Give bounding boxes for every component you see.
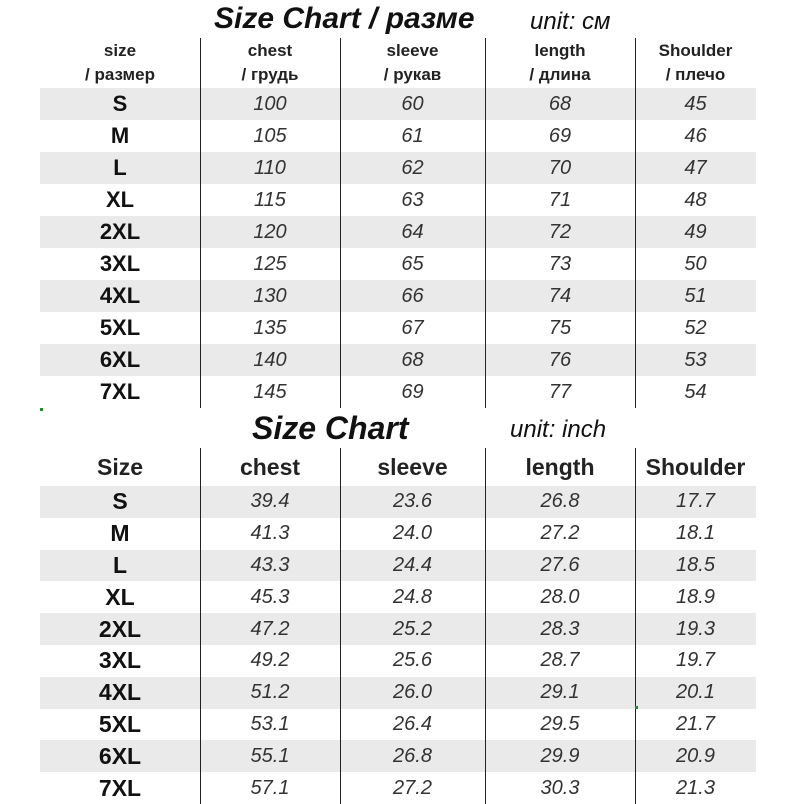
value-cell: 29.9 — [540, 744, 580, 767]
header-label-ru: / длина — [529, 65, 591, 84]
value-cell: 63 — [401, 188, 424, 211]
value-cell: 27.2 — [393, 776, 432, 799]
table-row — [40, 772, 756, 804]
value-cell: 19.7 — [676, 649, 715, 672]
value-cell: 26.4 — [393, 712, 432, 735]
value-cell: 24.4 — [393, 553, 432, 576]
table-row — [40, 581, 756, 613]
value-cell: 27.2 — [540, 522, 580, 545]
table-row — [40, 645, 756, 677]
column-divider — [340, 448, 341, 804]
value-cell: 54 — [684, 380, 707, 403]
size-cell: 6XL — [98, 742, 142, 769]
value-cell: 68 — [401, 348, 424, 371]
table-row — [40, 344, 756, 376]
green-tick-mark — [40, 408, 43, 411]
header-label: sleeve — [377, 454, 448, 480]
size-cell: 6XL — [99, 347, 141, 372]
value-cell: 47 — [684, 156, 707, 179]
header-cell — [485, 38, 635, 88]
inch-title-row — [0, 410, 800, 450]
value-cell: 25.6 — [393, 649, 432, 672]
size-cell: 7XL — [99, 379, 141, 404]
column-divider — [485, 448, 486, 804]
size-cell: 7XL — [98, 774, 142, 801]
cm-unit-label: unit: см — [530, 8, 611, 35]
value-cell: 53 — [684, 348, 707, 371]
value-cell: 29.5 — [540, 712, 580, 735]
header-label-ru: / размер — [85, 65, 155, 84]
size-cell: 5XL — [99, 315, 141, 340]
value-cell: 64 — [401, 220, 424, 243]
size-cell: 5XL — [98, 710, 142, 737]
column-divider — [200, 448, 201, 804]
value-cell: 18.1 — [676, 522, 715, 545]
value-cell: 53.1 — [250, 712, 290, 735]
header-label: Shoulder — [658, 41, 733, 60]
value-cell: 43.3 — [250, 553, 290, 576]
value-cell: 60 — [401, 92, 424, 115]
value-cell: 28.7 — [540, 649, 580, 672]
value-cell: 61 — [401, 124, 424, 147]
header-label: chest — [247, 41, 293, 60]
value-cell: 19.3 — [676, 617, 715, 640]
table-row — [40, 88, 756, 120]
header-label: chest — [239, 454, 301, 480]
header-label: size — [103, 41, 137, 60]
column-divider — [200, 38, 201, 408]
value-cell: 125 — [253, 252, 287, 275]
table-row — [40, 248, 756, 280]
table-row — [40, 312, 756, 344]
value-cell: 67 — [401, 316, 424, 339]
value-cell: 28.3 — [540, 617, 580, 640]
header-cell — [340, 38, 485, 88]
value-cell: 74 — [548, 284, 572, 307]
value-cell: 75 — [548, 316, 572, 339]
size-cell: 3XL — [99, 251, 141, 276]
value-cell: 72 — [548, 220, 572, 243]
value-cell: 49.2 — [250, 649, 290, 672]
header-label-ru: / плечо — [665, 65, 726, 84]
header-label: length — [534, 41, 586, 60]
value-cell: 76 — [548, 348, 572, 371]
value-cell: 45.3 — [250, 585, 290, 608]
value-cell: 29.1 — [540, 681, 580, 704]
table-row — [40, 518, 756, 550]
value-cell: 115 — [254, 188, 286, 211]
value-cell: 68 — [548, 92, 572, 115]
size-cell: 3XL — [98, 647, 142, 674]
column-divider — [635, 38, 636, 408]
value-cell: 46 — [684, 124, 707, 147]
inch-unit-label: unit: inch — [510, 416, 607, 443]
column-divider — [485, 38, 486, 408]
value-cell: 25.2 — [393, 617, 432, 640]
value-cell: 24.8 — [393, 585, 432, 608]
size-cell: 2XL — [98, 615, 142, 642]
table-row — [40, 376, 756, 408]
inch-chart-title: Size Chart — [252, 410, 409, 446]
header-label: Size — [96, 454, 144, 480]
table-row — [40, 486, 756, 518]
table-row — [40, 740, 756, 772]
value-cell: 140 — [253, 348, 287, 371]
size-cell: 2XL — [99, 219, 141, 244]
header-cell — [200, 448, 340, 486]
cm-chart-title: Size Chart / разме — [214, 2, 475, 35]
value-cell: 21.3 — [676, 776, 715, 799]
table-row — [40, 216, 756, 248]
value-cell: 110 — [254, 156, 286, 179]
value-cell: 26.8 — [540, 490, 580, 513]
size-cell: XL — [105, 187, 135, 212]
top-table-header — [0, 38, 800, 88]
header-label: Shoulder — [645, 454, 746, 480]
value-cell: 24.0 — [393, 522, 432, 545]
value-cell: 135 — [253, 316, 287, 339]
value-cell: 51 — [684, 284, 707, 307]
value-cell: 62 — [401, 156, 424, 179]
bottom-table-header — [0, 448, 800, 486]
value-cell: 105 — [253, 124, 287, 147]
header-label-ru: / грудь — [241, 65, 299, 84]
value-cell: 65 — [401, 252, 424, 275]
value-cell: 26.8 — [393, 744, 432, 767]
value-cell: 18.5 — [676, 553, 715, 576]
size-cell: 4XL — [99, 283, 141, 308]
cm-title-row — [0, 2, 800, 40]
size-cell: XL — [105, 583, 135, 610]
header-cell — [635, 38, 756, 88]
table-row — [40, 120, 756, 152]
value-cell: 69 — [401, 380, 424, 403]
value-cell: 66 — [401, 284, 424, 307]
value-cell: 51.2 — [250, 681, 290, 704]
header-cell — [635, 448, 756, 486]
size-cell: S — [112, 488, 128, 515]
table-row — [40, 613, 756, 645]
header-cell — [340, 448, 485, 486]
value-cell: 41.3 — [250, 522, 290, 545]
value-cell: 70 — [548, 156, 572, 179]
header-label-ru: / рукав — [383, 65, 442, 84]
value-cell: 69 — [548, 124, 572, 147]
size-cell: L — [112, 551, 128, 578]
size-cell: 4XL — [98, 679, 142, 706]
size-cell: M — [110, 123, 130, 148]
size-cell: M — [110, 520, 130, 547]
table-row — [40, 709, 756, 741]
table-row — [40, 184, 756, 216]
value-cell: 27.6 — [540, 553, 580, 576]
value-cell: 49 — [684, 220, 707, 243]
value-cell: 26.0 — [393, 681, 432, 704]
table-row — [40, 152, 756, 184]
value-cell: 77 — [548, 380, 572, 403]
value-cell: 47.2 — [250, 617, 290, 640]
header-cell — [40, 448, 200, 486]
size-cell: L — [113, 155, 127, 180]
column-divider — [340, 38, 341, 408]
table-row — [40, 550, 756, 582]
value-cell: 130 — [253, 284, 287, 307]
value-cell: 23.6 — [393, 490, 432, 513]
header-label: sleeve — [386, 41, 439, 60]
value-cell: 17.7 — [676, 490, 715, 513]
header-cell — [485, 448, 635, 486]
value-cell: 20.1 — [676, 681, 715, 704]
size-cell: S — [112, 91, 128, 116]
value-cell: 30.3 — [540, 776, 580, 799]
value-cell: 18.9 — [676, 585, 715, 608]
value-cell: 21.7 — [676, 712, 715, 735]
green-tick-mark — [635, 706, 638, 709]
header-label: length — [525, 454, 595, 480]
header-cell — [40, 38, 200, 88]
value-cell: 73 — [548, 252, 572, 275]
header-cell — [200, 38, 340, 88]
value-cell: 120 — [253, 220, 287, 243]
value-cell: 52 — [684, 316, 707, 339]
value-cell: 20.9 — [676, 744, 715, 767]
value-cell: 145 — [253, 380, 287, 403]
inch-size-table — [0, 448, 800, 800]
value-cell: 57.1 — [250, 776, 290, 799]
value-cell: 100 — [253, 92, 287, 115]
table-row — [40, 280, 756, 312]
value-cell: 48 — [684, 188, 707, 211]
value-cell: 71 — [548, 188, 572, 211]
column-divider — [635, 448, 636, 804]
table-row — [40, 677, 756, 709]
cm-size-table — [0, 38, 800, 408]
value-cell: 39.4 — [250, 490, 290, 513]
value-cell: 55.1 — [250, 744, 290, 767]
value-cell: 28.0 — [540, 585, 580, 608]
value-cell: 50 — [684, 252, 707, 275]
value-cell: 45 — [684, 92, 707, 115]
